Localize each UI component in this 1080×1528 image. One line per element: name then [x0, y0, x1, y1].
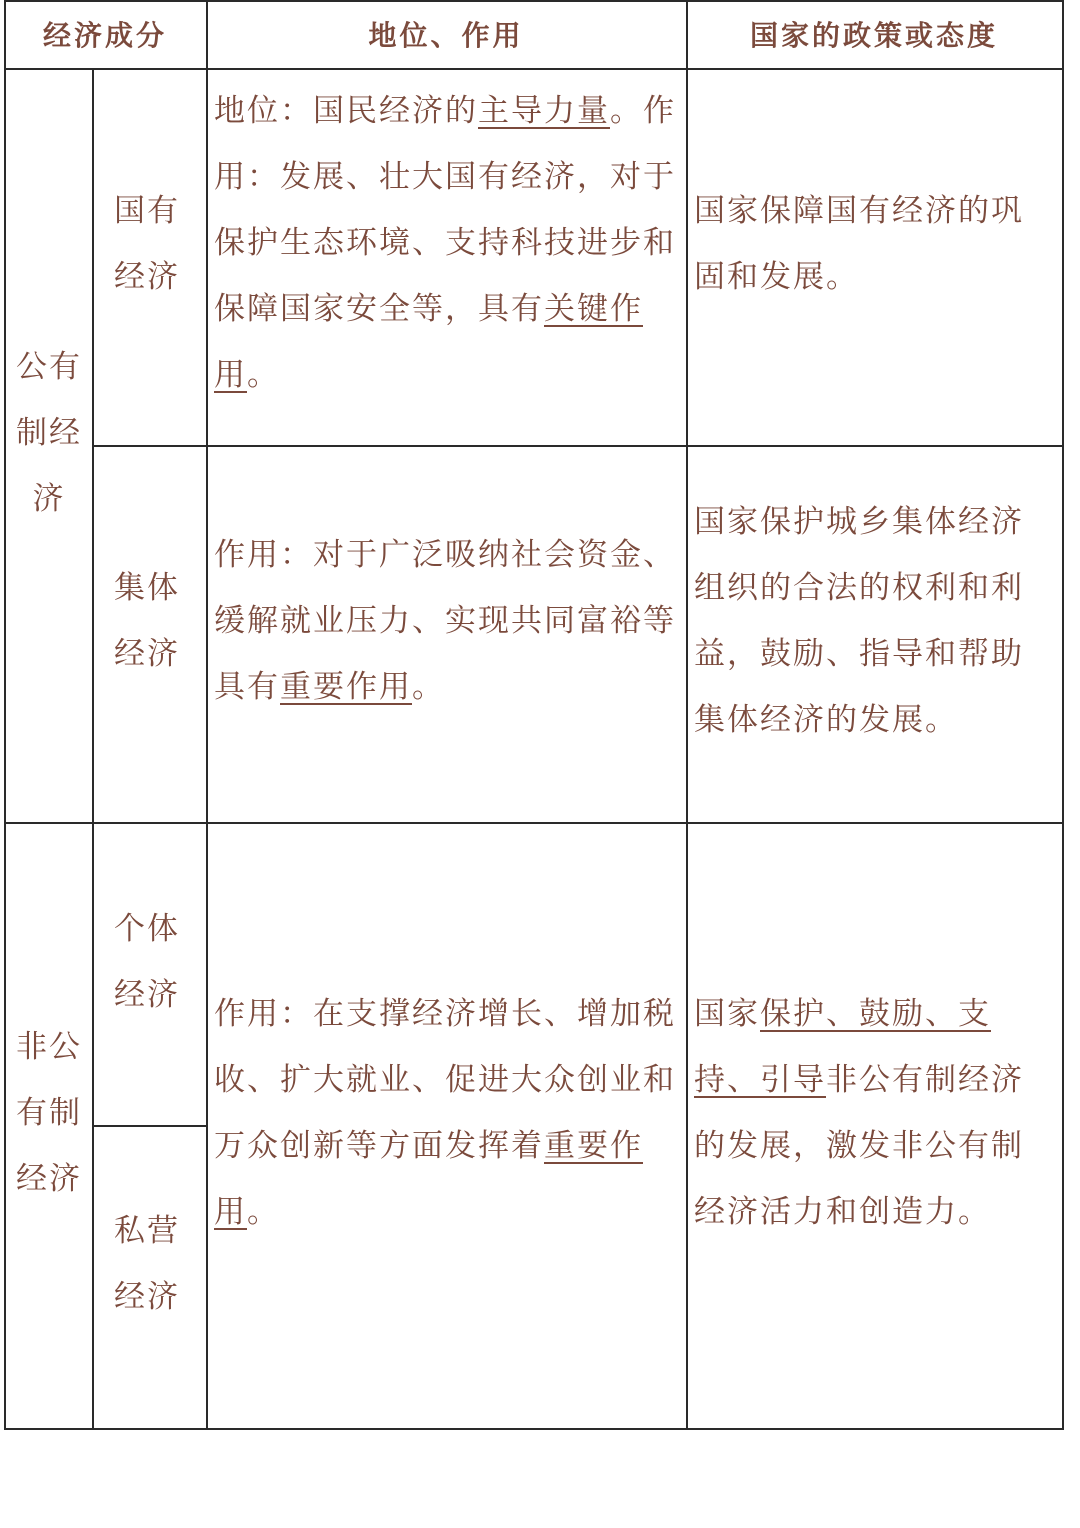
collective-role-text: 作用：对于广泛吸纳社会资金、缓解就业压力、实现共同富裕等具有重要作用。	[214, 537, 676, 705]
non-public-policy-text: 国家保护、鼓励、支持、引导非公有制经济的发展，激发非公有制经济活力和创造力。	[694, 996, 1024, 1230]
table-border-left	[4, 0, 6, 1430]
subcategory-individual: 个体经济	[114, 911, 180, 1013]
category-non-public-ownership: 非公有制经济	[16, 1029, 82, 1197]
subcategory-collective: 集体经济	[114, 570, 180, 672]
header-state-policy: 国家的政策或态度	[749, 19, 998, 52]
non-public-role-text: 作用：在支撑经济增长、增加税收、扩大就业、促进大众创业和万众创新等方面发挥着重要作用。	[214, 996, 676, 1230]
category-public-ownership: 公有制经济	[16, 349, 82, 517]
header-divider	[4, 68, 1064, 70]
column-divider-2	[686, 0, 688, 1430]
header-economic-component: 经济成分	[42, 19, 167, 52]
underline-protect-encourage: 保护、鼓励、支持、引导	[694, 996, 991, 1098]
column-divider-1	[206, 0, 208, 1430]
collective-policy-text: 国家保护城乡集体经济组织的合法的权利和利益，鼓励、指导和帮助集体经济的发展。	[694, 504, 1024, 738]
subcategory-private: 私营经济	[114, 1213, 180, 1315]
state-owned-policy-text: 国家保障国有经济的巩固和发展。	[694, 193, 1024, 295]
underline-leading-force: 主导力量	[478, 93, 610, 129]
subcategory-state-owned: 国有经济	[114, 193, 180, 295]
underline-key-role: 关键作用	[214, 291, 643, 393]
row-divider-individual-private	[92, 1125, 207, 1127]
row-divider-state-collective	[92, 445, 1064, 447]
table-border-bottom	[4, 1428, 1064, 1430]
underline-important-role-nonpublic: 重要作用	[214, 1128, 643, 1230]
category-divider	[92, 68, 94, 1430]
state-owned-role-text: 地位：国民经济的主导力量。作用：发展、壮大国有经济，对于保护生态环境、支持科技进步和保障国家安全等，具有关键作用。	[214, 93, 676, 393]
table-border-right	[1062, 0, 1064, 1430]
underline-important-role: 重要作用	[280, 669, 412, 705]
header-status-role: 地位、作用	[368, 19, 524, 52]
row-divider-public-nonpublic	[4, 822, 1064, 824]
